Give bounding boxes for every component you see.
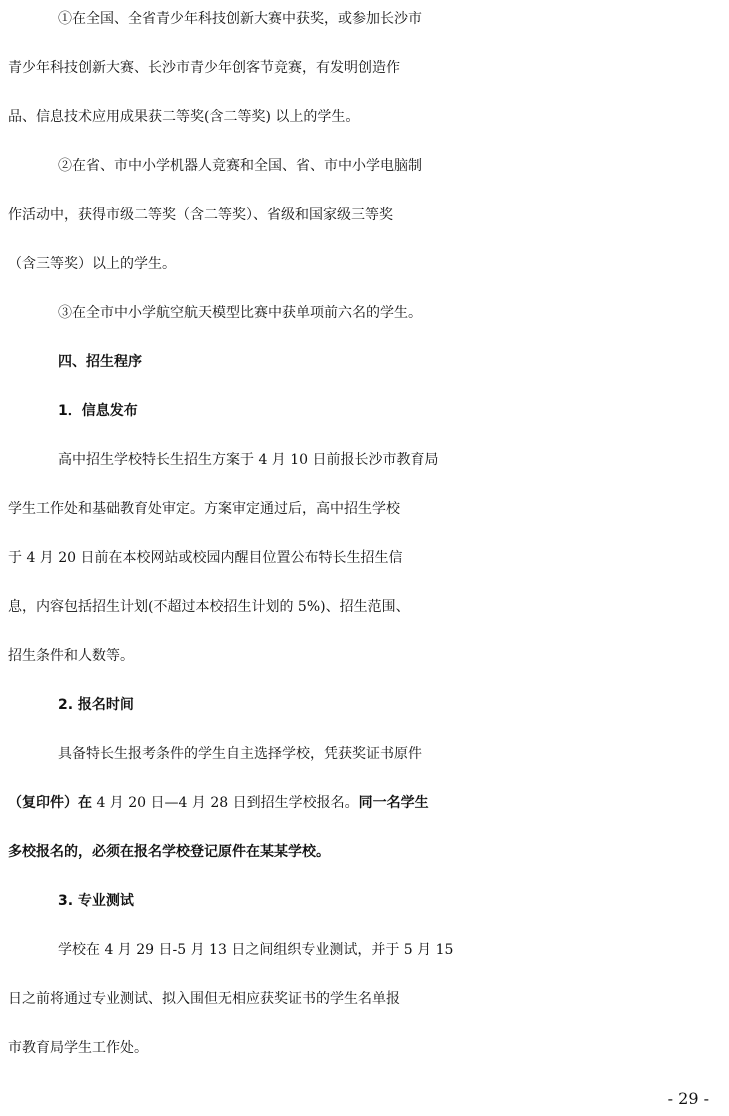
page-number: - 29 - (667, 1089, 709, 1108)
bold-text: 在 (78, 795, 92, 811)
bold-text: （复印件） (8, 795, 78, 811)
paragraph-line: 品、信息技术应用成果获二等奖(含二等奖) 以上的学生。 (8, 109, 360, 125)
section-heading: 四、招生程序 (58, 354, 142, 370)
subsection-heading: 2. 报名时间 (58, 697, 134, 713)
paragraph-line-mixed (0, 788, 729, 818)
subsection-heading: 3. 专业测试 (58, 893, 134, 909)
subsection-heading: 1．信息发布 (58, 403, 138, 419)
paragraph-line: 高中招生学校特长生招生方案于 4 月 10 日前报长沙市教育局 (58, 452, 439, 468)
paragraph-line: 日之前将通过专业测试、拟入围但无相应获奖证书的学生名单报 (8, 991, 400, 1007)
paragraph-line: 学生工作处和基础教育处审定。方案审定通过后，高中招生学校 (8, 501, 400, 517)
paragraph-line: 市教育局学生工作处。 (8, 1040, 148, 1056)
paragraph-line-bold: 多校报名的，必须在报名学校登记原件在某某学校。 (8, 844, 330, 860)
paragraph-line: 具备特长生报考条件的学生自主选择学校，凭获奖证书原件 (58, 746, 422, 762)
paragraph-line: ③在全市中小学航空航天模型比赛中获单项前六名的学生。 (58, 305, 422, 321)
paragraph-line: 于 4 月 20 日前在本校网站或校园内醒目位置公布特长生招生信 (8, 550, 403, 566)
plain-text: 4 月 20 日—4 月 28 日到招生学校报名。 (92, 795, 359, 811)
paragraph-line: 学校在 4 月 29 日-5 月 13 日之间组织专业测试，并于 5 月 15 (58, 942, 454, 958)
paragraph-line: 作活动中，获得市级二等奖（含二等奖）、省级和国家级三等奖 (8, 207, 393, 223)
paragraph-line: 息，内容包括招生计划(不超过本校招生计划的 5%)、招生范围、 (8, 599, 410, 615)
bold-text: 同一名学生 (358, 795, 429, 811)
paragraph-line: ①在全国、全省青少年科技创新大赛中获奖，或参加长沙市 (58, 11, 422, 27)
paragraph-line: ②在省、市中小学机器人竞赛和全国、省、市中小学电脑制 (58, 158, 422, 174)
paragraph-line: 招生条件和人数等。 (8, 648, 134, 664)
paragraph-line: （含三等奖）以上的学生。 (8, 256, 176, 272)
paragraph-line: 青少年科技创新大赛、长沙市青少年创客节竞赛，有发明创造作 (8, 60, 400, 76)
